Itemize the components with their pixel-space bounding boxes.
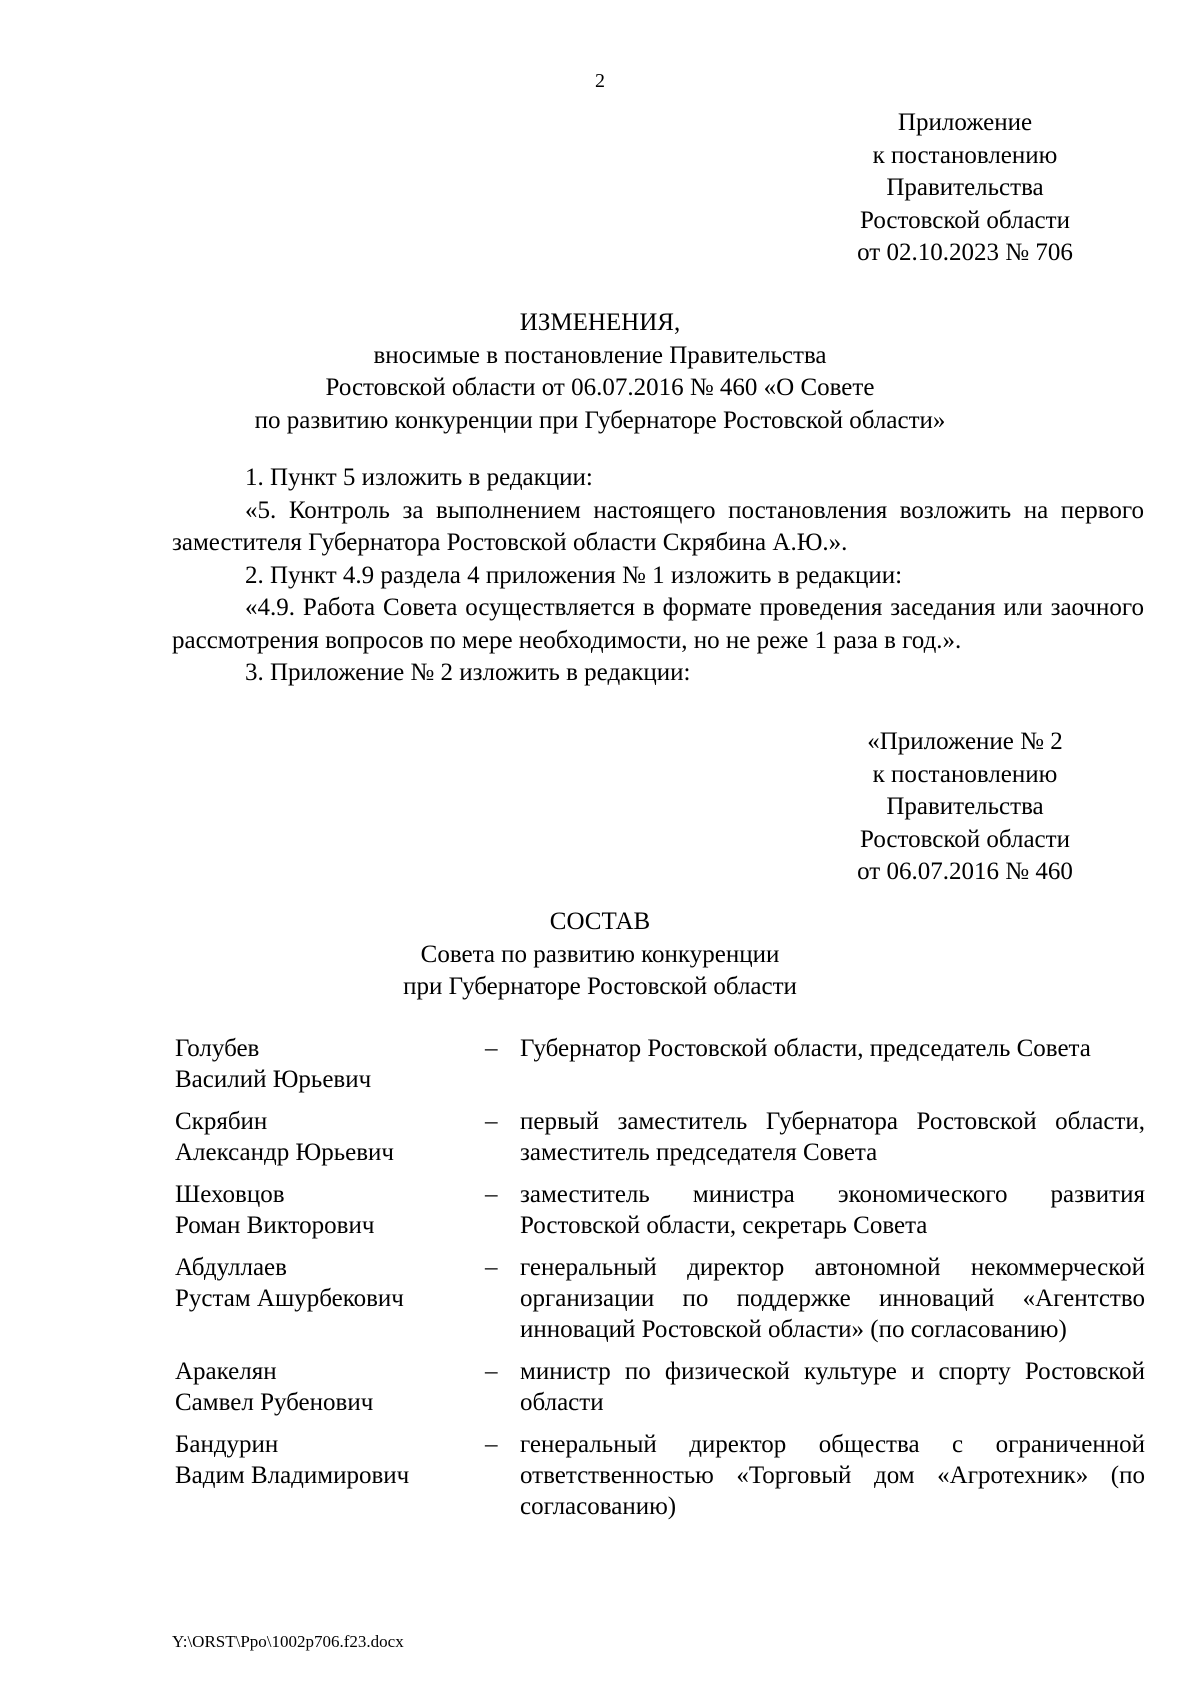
member-role: заместитель министра экономического развития Ростовской области, секретарь Совета: [520, 1181, 1145, 1239]
composition-title-line: при Губернаторе Ростовской области: [403, 973, 797, 1000]
member-role: Губернатор Ростовской области, председатель Совета: [520, 1035, 1091, 1062]
changes-title: [140, 307, 1060, 437]
changes-body: [172, 462, 1144, 690]
annex-header-line: к постановлению: [872, 141, 1058, 169]
annex-header-line: от 02.10.2023 № 706: [857, 239, 1073, 266]
member-row: [175, 1106, 1145, 1168]
composition-title-line: Совета по развитию конкуренции: [420, 940, 780, 968]
annex2-header: [835, 726, 1095, 889]
annex-header: [835, 107, 1095, 270]
member-row: [175, 1356, 1145, 1418]
composition-title-line: СОСТАВ: [549, 908, 651, 935]
member-row: [175, 1179, 1145, 1241]
member-row: [175, 1033, 1145, 1095]
member-row: [175, 1252, 1145, 1345]
changes-title-line: ИЗМЕНЕНИЯ,: [519, 309, 681, 336]
member-name: [175, 1179, 485, 1241]
annex2-header-line: Ростовской области: [860, 825, 1070, 853]
member-name: [175, 1106, 485, 1168]
member-name: [175, 1356, 485, 1418]
changes-title-line: по развитию конкуренции при Губернаторе Ростовской области»: [254, 406, 946, 434]
annex-header-line: Правительства: [886, 174, 1044, 201]
dash: –: [485, 1035, 498, 1062]
paragraph: 3. Приложение № 2 изложить в редакции:: [245, 659, 691, 686]
paragraph: «4.9. Работа Совета осуществляется в формате проведения заседания или заочного рассмотрения вопросов по мере необходимости, но не реже 1 раза в год.».: [172, 594, 1144, 654]
member-role: министр по физической культуре и спорту Ростовской области: [520, 1358, 1145, 1416]
paragraph: «5. Контроль за выполнением настоящего постановления возложить на первого заместителя Губернатора Ростовской области Скрябина А.Ю.».: [172, 496, 1144, 556]
changes-title-line: вносимые в постановление Правительства: [373, 341, 827, 369]
member-role: генеральный директор общества с ограниченной ответственностью «Торговый дом «Агротехник» (по согласованию): [520, 1431, 1145, 1520]
member-given-name: Рустам Ашурбекович: [175, 1285, 404, 1312]
annex-header-line: Приложение: [897, 109, 1033, 136]
annex-header-line: Ростовской области: [860, 206, 1070, 234]
dash: –: [485, 1254, 498, 1281]
member-surname: Голубев: [175, 1035, 260, 1062]
member-list: [175, 1033, 1145, 1533]
paragraph: 2. Пункт 4.9 раздела 4 приложения № 1 изложить в редакции:: [245, 561, 903, 589]
dash: –: [485, 1108, 498, 1135]
composition-title: [140, 906, 1060, 1004]
paragraph: 1. Пункт 5 изложить в редакции:: [245, 464, 593, 491]
footer-file-path: Y:\ORST\Ppo\1002p706.f23.docx: [172, 1632, 404, 1651]
annex2-header-line: «Приложение № 2: [867, 728, 1063, 755]
annex2-header-line: к постановлению: [872, 760, 1058, 788]
member-surname: Аракелян: [175, 1358, 277, 1385]
member-name: [175, 1033, 485, 1095]
member-row: [175, 1429, 1145, 1522]
member-surname: Шеховцов: [175, 1181, 285, 1208]
dash: –: [485, 1358, 498, 1385]
member-surname: Абдуллаев: [175, 1254, 287, 1281]
member-name: [175, 1429, 485, 1491]
member-surname: Бандурин: [175, 1431, 279, 1458]
dash: –: [485, 1181, 498, 1208]
page-number: 2: [595, 70, 605, 92]
dash: –: [485, 1431, 498, 1458]
member-surname: Скрябин: [175, 1108, 268, 1135]
annex2-header-line: от 06.07.2016 № 460: [857, 858, 1073, 885]
member-given-name: Вадим Владимирович: [175, 1462, 410, 1489]
member-role: генеральный директор автономной некоммерческой организации по поддержке инноваций «Агентство инноваций Ростовской области» (по согласованию): [520, 1254, 1145, 1343]
member-given-name: Василий Юрьевич: [175, 1066, 372, 1093]
member-role: первый заместитель Губернатора Ростовской области, заместитель председателя Совета: [520, 1108, 1145, 1166]
changes-title-line: Ростовской области от 06.07.2016 № 460 «О Совете: [325, 374, 875, 401]
member-given-name: Роман Викторович: [175, 1212, 375, 1239]
member-given-name: Александр Юрьевич: [175, 1139, 394, 1166]
member-given-name: Самвел Рубенович: [175, 1389, 374, 1416]
annex2-header-line: Правительства: [886, 793, 1044, 820]
member-name: [175, 1252, 485, 1314]
